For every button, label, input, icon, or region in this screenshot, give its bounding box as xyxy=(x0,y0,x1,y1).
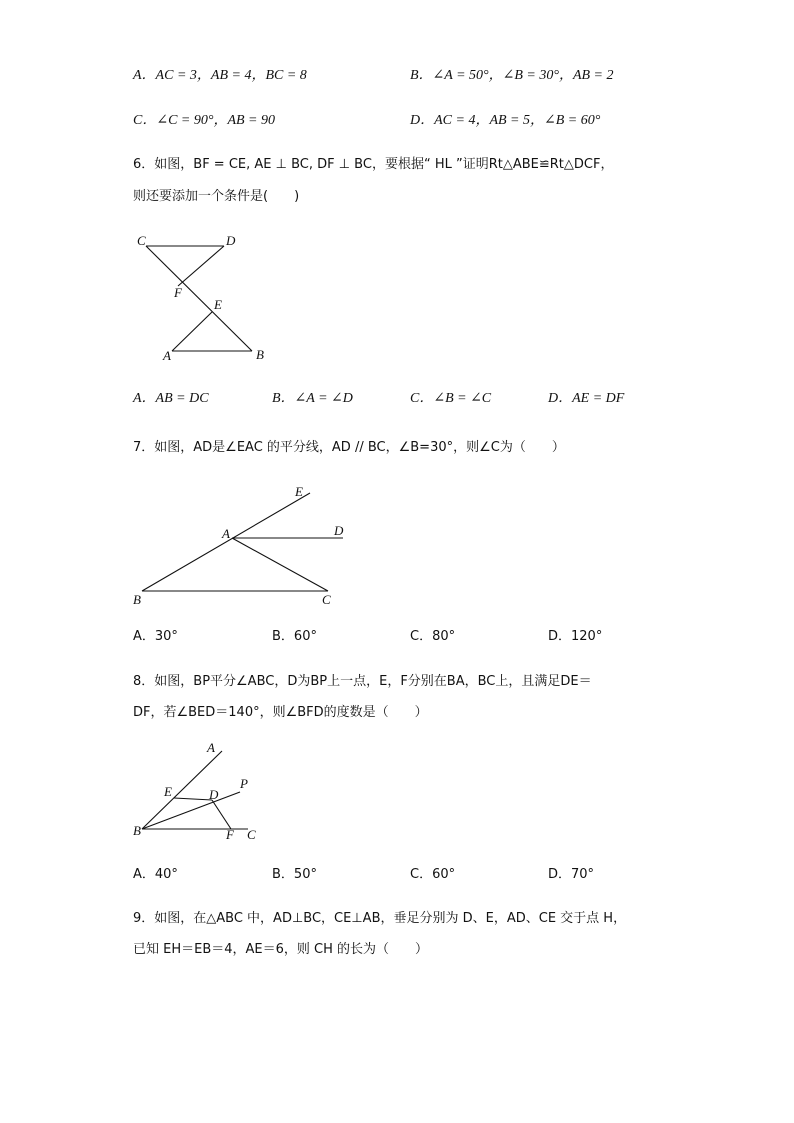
q8-segment-df xyxy=(212,800,231,829)
q5-option-c[interactable]: C．∠C = 90°，AB = 90 xyxy=(133,113,276,128)
q8-option-c[interactable]: C．60° xyxy=(410,867,456,882)
q7-option-b[interactable]: B．60° xyxy=(272,629,317,644)
q6-label-c: C xyxy=(137,233,146,248)
q6-label-b: B xyxy=(256,347,264,362)
q7-label-d: D xyxy=(334,523,344,538)
q7-label-c: C xyxy=(322,592,331,607)
q8-stem-line2: DF，若∠BED＝140°，则∠BFD的度数是（ ） xyxy=(133,705,428,720)
q6-stem-line1: 6．如图，BF = CE, AE ⊥ BC, DF ⊥ BC，要根据“ HL ”证明Rt△ABE≌Rt△DCF， xyxy=(133,157,614,172)
q5-option-a[interactable]: A．AC = 3，AB = 4，BC = 8 xyxy=(133,68,307,83)
q8-label-p: P xyxy=(240,776,248,791)
q7-stem-line1: 7．如图，AD是∠EAC 的平分线，AD // BC，∠B=30°，则∠C为（ ） xyxy=(133,440,565,455)
q6-option-a[interactable]: A．AB = DC xyxy=(133,391,209,406)
q5-option-d[interactable]: D．AC = 4，AB = 5，∠B = 60° xyxy=(410,113,601,128)
q6-stem-line2: 则还要添加一个条件是( ) xyxy=(133,189,300,204)
q8-label-f: F xyxy=(226,827,234,842)
q8-stem-line1: 8．如图，BP平分∠ABC，D为BP上一点，E，F分别在BA，BC上，且满足DE＝ xyxy=(133,674,592,689)
q6-label-d: D xyxy=(226,233,236,248)
q8-ray-bp xyxy=(142,792,240,829)
q8-option-a[interactable]: A．40° xyxy=(133,867,178,882)
q8-option-d[interactable]: D．70° xyxy=(548,867,595,882)
q8-label-b: B xyxy=(133,823,141,838)
q8-label-d: D xyxy=(209,787,219,802)
q8-option-b[interactable]: B．50° xyxy=(272,867,317,882)
q8-segment-ed xyxy=(174,798,212,800)
q6-option-c[interactable]: C．∠B = ∠C xyxy=(410,391,492,406)
q6-option-b[interactable]: B．∠A = ∠D xyxy=(272,391,353,406)
q5-option-b[interactable]: B．∠A = 50°，∠B = 30°，AB = 2 xyxy=(410,68,614,83)
q7-option-a[interactable]: A．30° xyxy=(133,629,178,644)
q8-label-c: C xyxy=(247,827,256,842)
q6-option-d[interactable]: D．AE = DF xyxy=(548,391,625,406)
q7-label-a: A xyxy=(222,526,230,541)
q9-stem-line1: 9．如图，在△ABC 中，AD⊥BC，CE⊥AB，垂足分别为 D、E，AD、CE 交于点 H， xyxy=(133,911,627,926)
q9-stem-line2: 已知 EH＝EB＝4，AE＝6，则 CH 的长为（ ） xyxy=(133,942,429,957)
q7-label-b: B xyxy=(133,592,141,607)
q8-label-a: A xyxy=(207,740,215,755)
q6-label-e: E xyxy=(214,297,222,312)
q6-label-f: F xyxy=(174,285,182,300)
q7-label-e: E xyxy=(295,484,303,499)
q7-option-c[interactable]: C．80° xyxy=(410,629,456,644)
q7-option-d[interactable]: D．120° xyxy=(548,629,603,644)
q6-label-a: A xyxy=(163,348,171,363)
q8-label-e: E xyxy=(164,784,172,799)
